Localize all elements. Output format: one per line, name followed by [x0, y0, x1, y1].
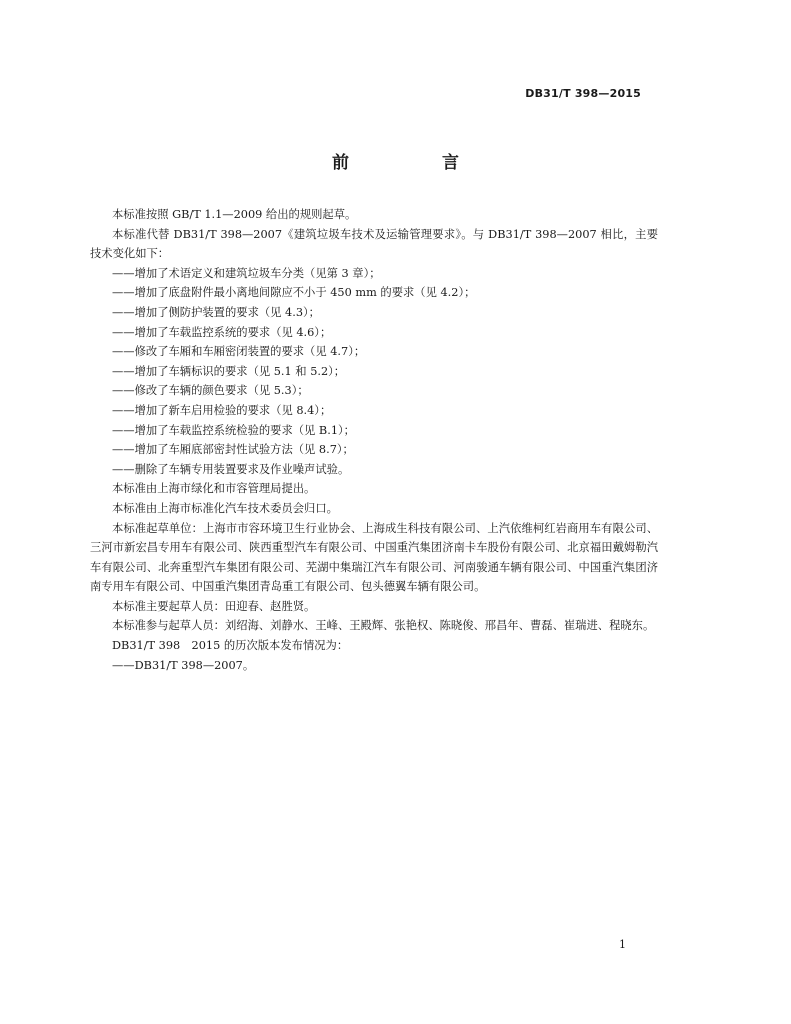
proposed-by-paragraph: 本标准由上海市绿化和市容管理局提出。: [112, 482, 316, 496]
list-item: ——增加了术语定义和建筑垃圾车分类（见第 3 章）；: [112, 266, 381, 280]
drafting-units-paragraph: 本标准起草单位：上海市市容环境卫生行业协会、上海成生科技有限公司、上汽依维柯红岩商用车有限公司、三河市新宏昌专用车有限公司、陕西重型汽车有限公司、中国重汽集团济南卡车股份有限公司、北京福田戴姆勒汽车有限公司、北奔重型汽车集团有限公司、芜湖中集瑞江汽车有限公司、河南骏通车辆有限公司、中国重汽集团济南专用车有限公司、中国重汽集团青岛重工有限公司、包头德翼车辆有限公司。: [90, 521, 658, 594]
page-title: 前 言: [332, 153, 497, 173]
list-item: ——增加了侧防护装置的要求（见 4.3）；: [112, 305, 320, 319]
document-code: DB31/T 398—2015: [525, 87, 641, 100]
list-item: ——修改了车辆的颜色要求（见 5.3）；: [112, 384, 309, 398]
history-intro-paragraph: DB31/T 398 2015 的历次版本发布情况为：: [112, 639, 349, 653]
foreword-body: [90, 205, 658, 675]
drafting-rule-paragraph: 本标准按照 GB/T 1.1—2009 给出的规则起草。: [112, 208, 357, 221]
page-number: 1: [619, 938, 626, 951]
history-item: ——DB31/T 398—2007。: [112, 658, 255, 672]
centralized-by-paragraph: 本标准由上海市标准化汽车技术委员会归口。: [112, 501, 338, 515]
replaces-paragraph: 本标准代替 DB31/T 398—2007《建筑垃圾车技术及运输管理要求》。与 DB31/T 398—2007 相比，主要技术变化如下：: [90, 227, 658, 261]
list-item: ——删除了车辆专用装置要求及作业噪声试验。: [112, 462, 350, 476]
list-item: ——增加了车载监控系统检验的要求（见 B.1）；: [112, 423, 355, 437]
list-item: ——增加了车辆标识的要求（见 5.1 和 5.2）；: [112, 364, 346, 378]
list-item: ——增加了车厢底部密封性试验方法（见 8.7）；: [112, 443, 354, 457]
list-item: ——增加了底盘附件最小离地间隙应不小于 450 mm 的要求（见 4.2）；: [112, 286, 476, 300]
participating-drafters-paragraph: 本标准参与起草人员：刘绍海、刘静水、王峰、王殿辉、张艳权、陈晓俊、邢昌年、曹磊、崔瑞进、程晓东。: [112, 619, 655, 633]
list-item: ——增加了车载监控系统的要求（见 4.6）；: [112, 325, 332, 339]
main-drafters-paragraph: 本标准主要起草人员：田迎春、赵胜贤。: [112, 599, 316, 613]
list-item: ——增加了新车启用检验的要求（见 8.4）；: [112, 403, 332, 417]
technical-changes-list: [90, 264, 658, 480]
list-item: ——修改了车厢和车厢密闭装置的要求（见 4.7）；: [112, 345, 366, 359]
